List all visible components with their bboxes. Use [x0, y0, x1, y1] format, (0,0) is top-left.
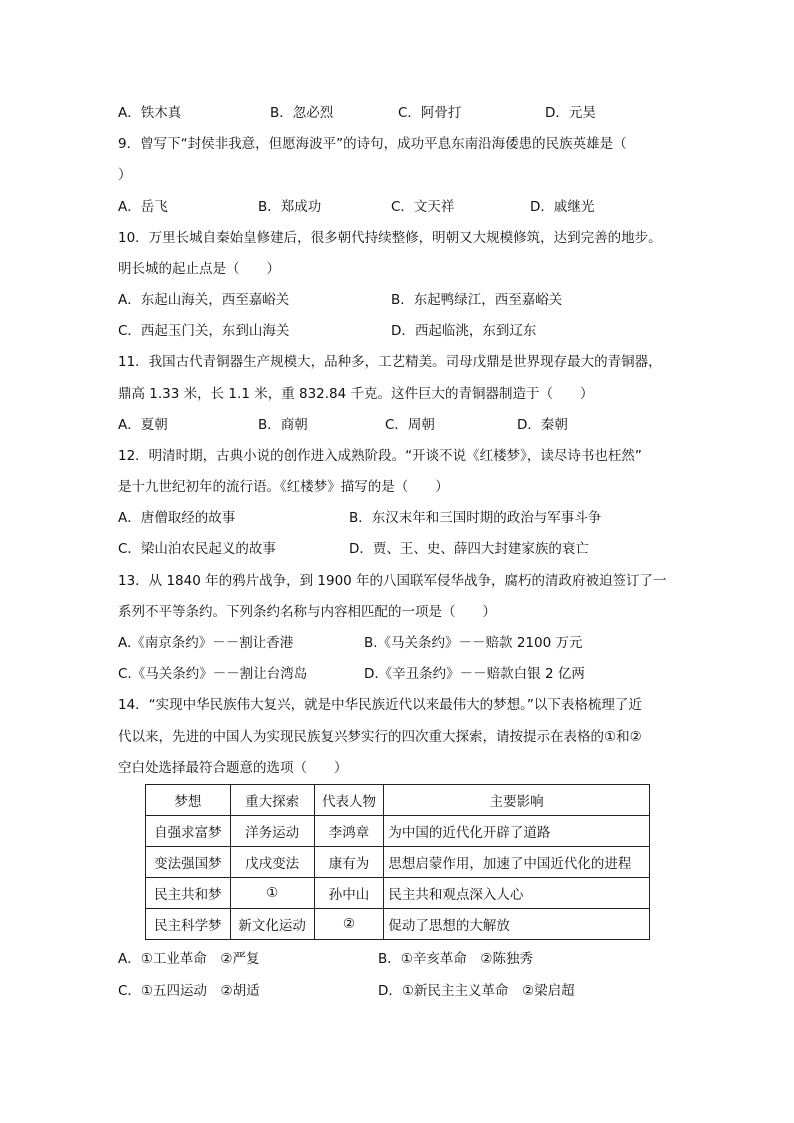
q12-stem-line2: 是十九世纪初年的流行语。《红楼梦》描写的是（ ） [118, 479, 449, 495]
table-header-cell: 重大探索 [230, 785, 314, 816]
q9-option-d[interactable]: D．戚继光 [530, 199, 595, 215]
q9-stem-line1: 9．曾写下“封侯非我意，但愿海波平”的诗句，成功平息东南沿海倭患的民族英雄是（ [118, 136, 627, 152]
q9-stem-line2: ） [118, 167, 132, 183]
table-header-cell: 代表人物 [314, 785, 384, 816]
q13-stem-line1: 13．从 1840 年的鸦片战争，到 1900 年的八国联军侵华战争，腐朽的清政府被迫签订了一 [118, 573, 667, 589]
table-cell: 为中国的近代化开辟了道路 [384, 816, 650, 847]
q11-stem-line2: 鼎高 1.33 米，长 1.1 米，重 832.84 千克。这件巨大的青铜器制造于（ ） [118, 386, 594, 402]
table-cell: 自强求富梦 [146, 816, 231, 847]
q13-option-d[interactable]: D.《辛丑条约》－－赔款白银 2 亿两 [364, 666, 585, 682]
table-cell: 促动了思想的大解放 [384, 909, 650, 940]
q12-option-d[interactable]: D．贾、王、史、薛四大封建家族的衰亡 [349, 541, 589, 557]
q12-option-b[interactable]: B．东汉末年和三国时期的政治与军事斗争 [349, 510, 602, 526]
q9-option-b[interactable]: B．郑成功 [258, 199, 322, 215]
table-cell: 变法强国梦 [146, 847, 231, 878]
q12-stem-line1: 12．明清时期，古典小说的创作进入成熟阶段。“开谈不说《红楼梦》，读尽诗书也枉然” [118, 448, 642, 464]
q10-option-b[interactable]: B．东起鸭绿江，西至嘉峪关 [391, 292, 563, 308]
table-cell: 孙中山 [314, 878, 384, 909]
q12-option-c[interactable]: C．梁山泊农民起义的故事 [118, 541, 276, 557]
table-cell: 民主共和观点深入人心 [384, 878, 650, 909]
table-cell: 民主科学梦 [146, 909, 231, 940]
q13-option-b[interactable]: B.《马关条约》－－赔款 2100 万元 [364, 635, 583, 651]
q11-stem-line1: 11．我国古代青铜器生产规模大，品种多，工艺精美。司母戊鼎是世界现存最大的青铜器， [118, 354, 662, 370]
table-cell: 洋务运动 [230, 816, 314, 847]
q8-option-b[interactable]: B．忽必烈 [270, 105, 334, 121]
q10-stem-line2: 明长城的起止点是（ ） [118, 261, 280, 277]
q10-option-a[interactable]: A．东起山海关，西至嘉峪关 [118, 292, 290, 308]
table-cell: 李鸿章 [314, 816, 384, 847]
q9-option-c[interactable]: C．文天祥 [391, 199, 455, 215]
table-cell: ② [314, 909, 384, 940]
table-cell: 新文化运动 [230, 909, 314, 940]
q11-option-a[interactable]: A．夏朝 [118, 417, 168, 433]
q13-option-a[interactable]: A.《南京条约》－－割让香港 [118, 635, 294, 651]
q11-option-b[interactable]: B．商朝 [258, 417, 308, 433]
q14-option-c[interactable]: C．①五四运动 ②胡适 [118, 983, 260, 999]
q8-option-d[interactable]: D．元昊 [545, 105, 596, 121]
q13-stem-line2: 系列不平等条约。下列条约名称与内容相匹配的一项是（ ） [118, 604, 496, 620]
q8-option-a[interactable]: A．铁木真 [118, 105, 182, 121]
q14-option-b[interactable]: B．①辛亥革命 ②陈独秀 [378, 951, 533, 967]
q10-option-d[interactable]: D．西起临洮，东到辽东 [391, 323, 537, 339]
table-header-cell: 梦想 [146, 785, 231, 816]
table-cell: 民主共和梦 [146, 878, 231, 909]
q14-stem-line3: 空白处选择最符合题意的选项（ ） [118, 760, 348, 776]
q14-table [145, 784, 650, 940]
q9-option-a[interactable]: A．岳飞 [118, 199, 168, 215]
table-cell: 思想启蒙作用，加速了中国近代化的进程 [384, 847, 650, 878]
q14-option-a[interactable]: A．①工业革命 ②严复 [118, 951, 260, 967]
table-row [146, 878, 650, 909]
table-row [146, 909, 650, 940]
q8-option-c[interactable]: C．阿骨打 [398, 105, 462, 121]
q14-stem-line2: 代以来，先进的中国人为实现民族复兴梦实行的四次重大探索，请按提示在表格的①和② [118, 729, 642, 745]
table-cell: 戊戌变法 [230, 847, 314, 878]
table-header-row [146, 785, 650, 816]
q11-option-c[interactable]: C．周朝 [385, 417, 435, 433]
q13-option-c[interactable]: C.《马关条约》－－割让台湾岛 [118, 666, 308, 682]
q10-option-c[interactable]: C．西起玉门关，东到山海关 [118, 323, 290, 339]
table-header-cell: 主要影响 [384, 785, 650, 816]
q11-option-d[interactable]: D．秦朝 [517, 417, 568, 433]
table-cell: 康有为 [314, 847, 384, 878]
q12-option-a[interactable]: A．唐僧取经的故事 [118, 510, 236, 526]
table-cell: ① [230, 878, 314, 909]
q14-option-d[interactable]: D．①新民主主义革命 ②梁启超 [378, 983, 575, 999]
table-row [146, 847, 650, 878]
q10-stem-line1: 10．万里长城自秦始皇修建后，很多朝代持续整修，明朝又大规模修筑，达到完善的地步。 [118, 230, 662, 246]
q14-stem-line1: 14．“实现中华民族伟大复兴，就是中华民族近代以来最伟大的梦想。”以下表格梳理了近 [118, 697, 642, 713]
table-row [146, 816, 650, 847]
